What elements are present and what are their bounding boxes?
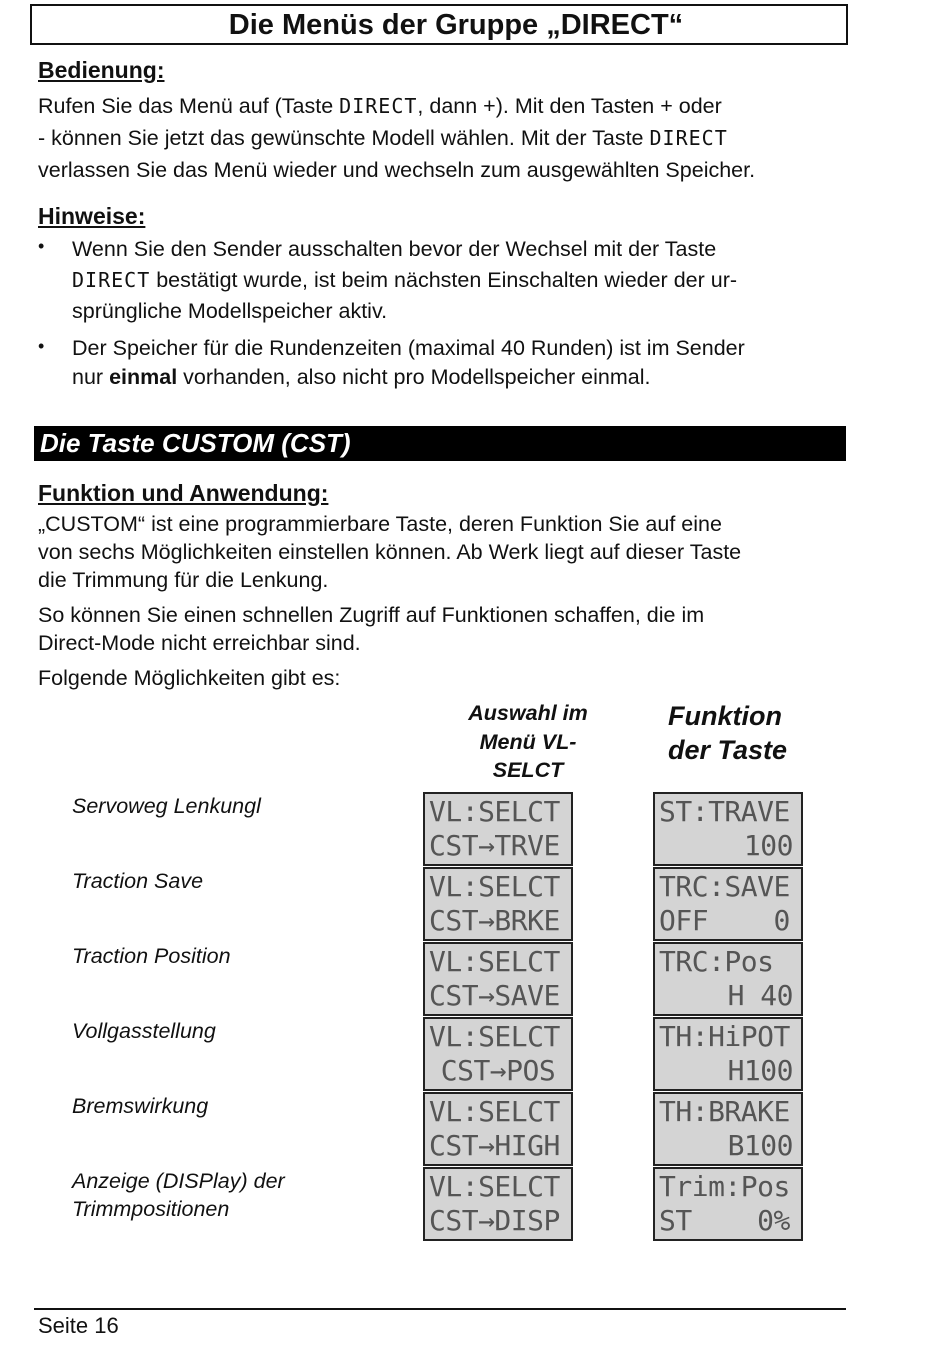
bedienung-line-1 — [38, 90, 858, 122]
lcd-line: CST→SAVE — [429, 979, 560, 1012]
text-segment: - können Sie jetzt das gewünschte Modell wählen. Mit der Taste — [38, 126, 650, 150]
bedienung-line-2 — [38, 122, 858, 154]
row-label — [72, 1167, 285, 1223]
hinweis-line: sprüngliche Modellspeicher aktiv. — [72, 299, 388, 323]
lcd-select-display — [423, 1092, 573, 1166]
label-line: Trimmpositionen — [72, 1197, 230, 1221]
lcd-select-display — [423, 1167, 573, 1241]
lcd-line: TRC:SAVE — [659, 870, 790, 903]
column-header-function — [668, 699, 787, 767]
funktion-heading: Funktion und Anwendung: — [38, 480, 329, 506]
lcd-line: B100 — [727, 1129, 793, 1162]
funktion-paragraph-3: Folgende Möglichkeiten gibt es: — [38, 666, 341, 690]
bullet-icon: • — [38, 236, 45, 256]
hinweis-line: Der Speicher für die Rundenzeiten (maximal 40 Runden) ist im Sender — [72, 336, 745, 360]
hinweis-item-1 — [72, 234, 852, 327]
lcd-function-display — [653, 867, 803, 941]
text-line: So können Sie einen schnellen Zugriff auf Funktionen schaffen, die im — [38, 603, 705, 627]
emphasis-text: einmal — [109, 365, 178, 389]
lcd-line: VL:SELCT — [429, 1095, 560, 1128]
lcd-line: TRC:Pos — [659, 945, 774, 978]
lcd-function-display — [653, 1167, 803, 1241]
lcd-line: Trim:Pos — [659, 1170, 790, 1203]
row-label — [72, 942, 231, 970]
bullet-icon: • — [38, 336, 45, 356]
lcd-line: VL:SELCT — [429, 1020, 560, 1053]
row-label — [72, 792, 261, 820]
label-line: Traction Position — [72, 944, 231, 968]
lcd-select-display — [423, 867, 573, 941]
lcd-function-display — [653, 792, 803, 866]
lcd-line: VL:SELCT — [429, 945, 560, 978]
hinweis-line — [72, 265, 852, 296]
header-line: Menü VL- — [479, 729, 577, 754]
label-line: Vollgasstellung — [72, 1019, 216, 1043]
text-line: „CUSTOM“ ist eine programmierbare Taste, deren Funktion Sie auf eine — [38, 512, 722, 536]
label-line: Anzeige (DISPlay) der — [72, 1169, 285, 1193]
header-line: der Taste — [668, 735, 788, 765]
lcd-line: VL:SELCT — [429, 870, 560, 903]
row-label — [72, 867, 203, 895]
hinweis-line — [72, 363, 852, 392]
header-line: SELCT — [492, 758, 564, 782]
hinweise-heading: Hinweise: — [38, 203, 146, 229]
bedienung-heading: Bedienung: — [38, 57, 165, 83]
lcd-line: 100 — [743, 829, 793, 862]
funktion-paragraph-1 — [38, 510, 858, 594]
lcd-function-display — [653, 1092, 803, 1166]
text-segment: bestätigt wurde, ist beim nächsten Einschalten wieder der ur- — [150, 268, 738, 292]
lcd-line: VL:SELCT — [429, 1170, 560, 1203]
label-line: Traction Save — [72, 869, 204, 893]
lcd-select-display — [423, 1017, 573, 1091]
lcd-line: CST→POS — [440, 1054, 556, 1087]
header-line: Funktion — [668, 701, 782, 731]
lcd-line: CST→DISP — [429, 1204, 560, 1237]
lcd-select-display — [423, 942, 573, 1016]
lcd-line: OFF 0 — [659, 904, 790, 937]
lcd-line: CST→BRKE — [429, 904, 560, 937]
lcd-line: H 40 — [727, 979, 793, 1012]
lcd-line: CST→TRVE — [429, 829, 560, 862]
bedienung-line-3: verlassen Sie das Menü wieder und wechseln zum ausgewählten Speicher. — [38, 158, 756, 182]
text-segment: Rufen Sie das Menü auf (Taste — [38, 94, 340, 118]
lcd-line: TH:BRAKE — [659, 1095, 790, 1128]
page-number: Seite 16 — [38, 1313, 119, 1338]
text-line: von sechs Möglichkeiten einstellen können. Ab Werk liegt auf dieser Taste — [38, 540, 742, 564]
direct-key: DIRECT — [649, 126, 728, 150]
direct-key: DIRECT — [339, 94, 418, 118]
lcd-line: ST:TRAVE — [659, 795, 790, 828]
label-line: Bremswirkung — [72, 1094, 209, 1118]
funktion-paragraph-2 — [38, 601, 858, 657]
label-line: Servoweg Lenkungl — [72, 794, 261, 818]
text-segment: nur — [72, 365, 110, 389]
lcd-line: ST 0% — [659, 1204, 790, 1237]
text-segment: vorhanden, also nicht pro Modellspeicher einmal. — [177, 365, 651, 389]
text-line: Direct-Mode nicht erreichbar sind. — [38, 631, 361, 655]
text-segment: , dann +). Mit den Tasten + oder — [417, 94, 722, 118]
header-line: Auswahl im — [468, 701, 588, 725]
row-label — [72, 1017, 216, 1045]
lcd-select-display — [423, 792, 573, 866]
section-heading: Die Taste CUSTOM (CST) — [34, 426, 846, 461]
lcd-line: VL:SELCT — [429, 795, 560, 828]
footer-divider — [34, 1308, 846, 1310]
lcd-line: H100 — [727, 1054, 793, 1087]
hinweis-item-2 — [72, 334, 852, 392]
lcd-line: CST→HIGH — [429, 1129, 560, 1162]
row-label — [72, 1092, 208, 1120]
lcd-line: TH:HiPOT — [659, 1020, 790, 1053]
direct-key: DIRECT — [72, 268, 151, 292]
lcd-function-display — [653, 1017, 803, 1091]
column-header-selection — [450, 699, 606, 785]
text-line: die Trimmung für die Lenkung. — [38, 568, 329, 592]
hinweis-line: Wenn Sie den Sender ausschalten bevor der Wechsel mit der Taste — [72, 237, 717, 261]
page-title: Die Menüs der Gruppe „DIRECT“ — [30, 4, 848, 45]
bedienung-text — [38, 90, 858, 186]
lcd-function-display — [653, 942, 803, 1016]
